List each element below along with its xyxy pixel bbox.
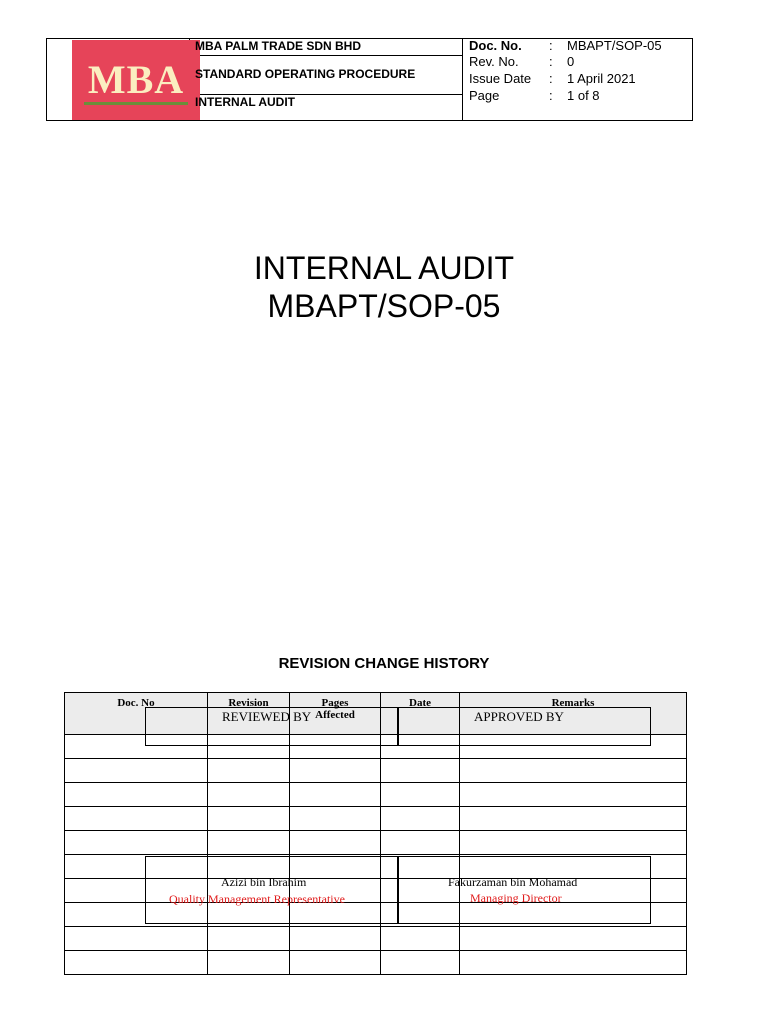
revision-history-heading: REVISION CHANGE HISTORY bbox=[278, 655, 490, 672]
col-doc-no: Doc. No bbox=[65, 693, 208, 735]
issue-date-value: 1 April 2021 bbox=[567, 71, 636, 86]
rev-no-label: Rev. No. bbox=[469, 54, 519, 69]
doc-no-sep: : bbox=[549, 38, 553, 53]
reviewed-by-label: REVIEWED BY bbox=[222, 709, 312, 724]
document-title-header: INTERNAL AUDIT bbox=[195, 95, 295, 109]
table-row bbox=[65, 951, 687, 975]
page-value: 1 of 8 bbox=[567, 88, 600, 103]
reviewer-title: Quality Management Representative bbox=[169, 892, 345, 906]
approved-by-label: APPROVED BY bbox=[474, 709, 564, 724]
approver-name: Fakurzaman bin Mohamad bbox=[448, 875, 578, 889]
table-row bbox=[65, 807, 687, 831]
rev-no-sep: : bbox=[549, 54, 553, 69]
table-row bbox=[65, 927, 687, 951]
logo-text: MBA bbox=[87, 57, 185, 102]
reviewer-name: Azizi bin Ibrahim bbox=[221, 875, 307, 889]
issue-date-label: Issue Date bbox=[469, 71, 532, 86]
reviewer-signature-cell bbox=[145, 856, 399, 924]
approver-title: Managing Director bbox=[470, 891, 562, 905]
page-label: Page bbox=[469, 88, 500, 103]
company-logo bbox=[72, 40, 200, 120]
document-type: STANDARD OPERATING PROCEDURE bbox=[195, 67, 416, 81]
doc-no-value: MBAPT/SOP-05 bbox=[567, 38, 662, 53]
approver-signature-cell bbox=[397, 856, 651, 924]
table-row bbox=[65, 759, 687, 783]
table-row bbox=[65, 831, 687, 855]
rev-no-value: 0 bbox=[567, 54, 575, 69]
col-revision: Revision bbox=[208, 693, 290, 735]
col-pages-sub: Affected bbox=[315, 709, 355, 721]
main-subtitle: MBAPT/SOP-05 bbox=[267, 288, 501, 324]
doc-no-label: Doc. No. bbox=[469, 38, 522, 53]
col-date: Date bbox=[381, 693, 460, 735]
col-remarks: Remarks bbox=[460, 693, 687, 735]
main-title: INTERNAL AUDIT bbox=[253, 250, 515, 286]
logo-underline bbox=[84, 102, 188, 105]
company-name: MBA PALM TRADE SDN BHD bbox=[195, 39, 361, 53]
col-pages-label: Pages bbox=[321, 697, 349, 709]
issue-date-sep: : bbox=[549, 71, 553, 86]
table-row bbox=[65, 783, 687, 807]
page-sep: : bbox=[549, 88, 553, 103]
